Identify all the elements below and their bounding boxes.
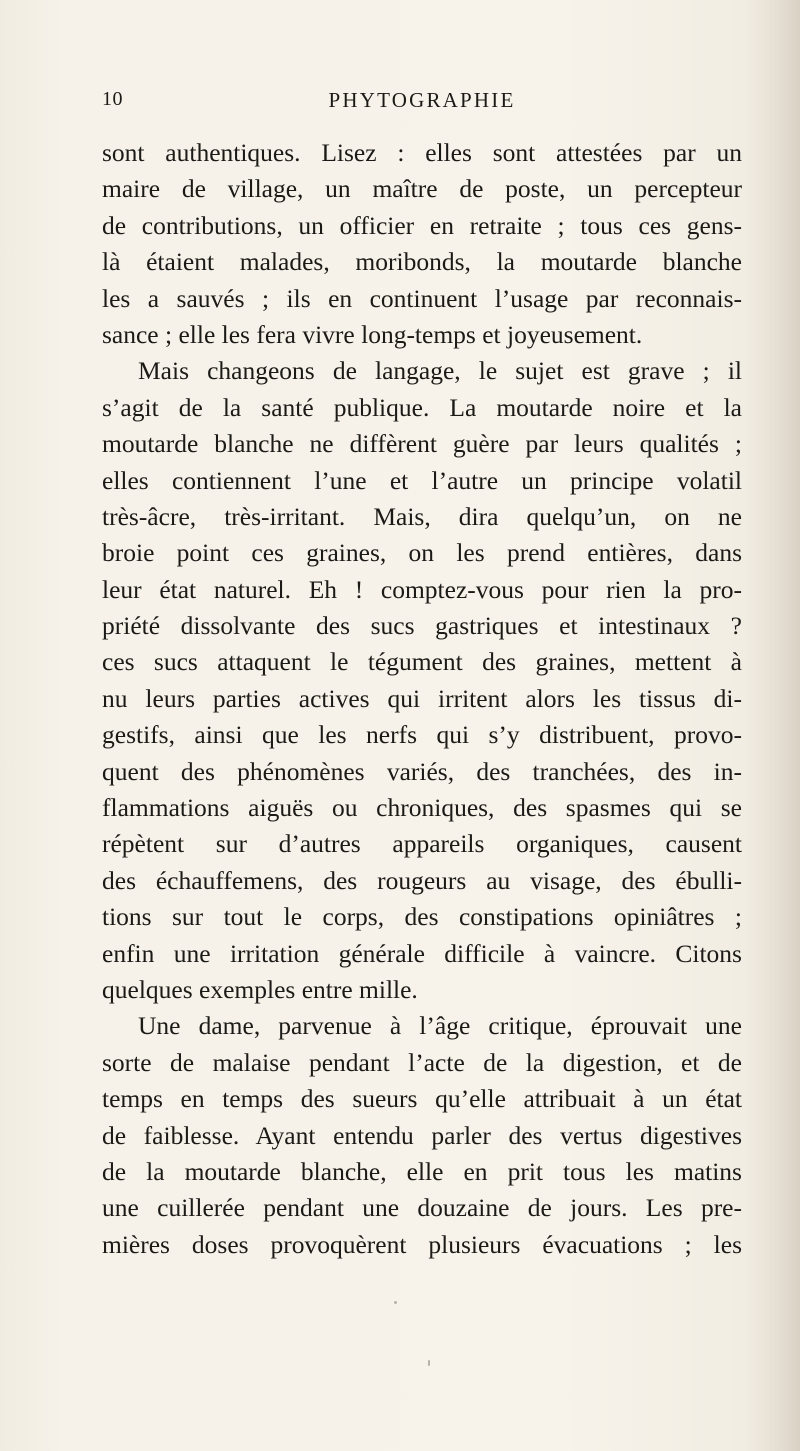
body-text	[102, 135, 742, 1263]
text-line: de contributions, un officier en retraite ; tous ces gens-	[102, 210, 742, 240]
running-head	[102, 88, 742, 124]
text-line: Une dame, parvenue à l’âge critique, éprouvait une	[138, 1011, 742, 1041]
text-line: ces sucs attaquent le tégument des graines, mettent à	[102, 647, 742, 677]
text-line: une cuillerée pendant une douzaine de jours. Les pre-	[102, 1193, 742, 1223]
paper-speck	[394, 1301, 397, 1304]
text-line: mières doses provoquèrent plusieurs évacuations ; les	[102, 1229, 742, 1259]
text-line: quelques exemples entre mille.	[102, 974, 418, 1004]
text-line: nu leurs parties actives qui irritent alors les tissus di-	[102, 683, 742, 713]
text-line: de la moutarde blanche, elle en prit tous les matins	[102, 1156, 742, 1186]
text-line: elles contiennent l’une et l’autre un principe volatil	[102, 465, 742, 495]
text-line: priété dissolvante des sucs gastriques et intestinaux ?	[102, 611, 742, 641]
text-line: là étaient malades, moribonds, la moutarde blanche	[102, 247, 742, 277]
text-line: moutarde blanche ne diffèrent guère par leurs qualités ;	[102, 429, 742, 459]
running-title: PHYTOGRAPHIE	[328, 88, 516, 112]
text-line: broie point ces graines, on les prend entières, dans	[102, 538, 742, 568]
text-line: maire de village, un maître de poste, un percepteur	[102, 174, 742, 204]
text-line: des échauffemens, des rougeurs au visage, des ébulli-	[102, 865, 742, 895]
text-line: gestifs, ainsi que les nerfs qui s’y distribuent, provo-	[102, 720, 742, 750]
text-line: les a sauvés ; ils en continuent l’usage par reconnais-	[102, 283, 742, 313]
text-line: flammations aiguës ou chroniques, des spasmes qui se	[102, 793, 742, 823]
text-line: répètent sur d’autres appareils organiques, causent	[102, 829, 742, 859]
text-line: tions sur tout le corps, des constipations opiniâtres ;	[102, 902, 742, 932]
text-line: leur état naturel. Eh ! comptez-vous pour rien la pro-	[102, 574, 742, 604]
paper-speck	[428, 1360, 430, 1366]
text-line: s’agit de la santé publique. La moutarde noire et la	[102, 392, 742, 422]
text-line: quent des phénomènes variés, des tranchées, des in-	[102, 756, 742, 786]
text-line: de faiblesse. Ayant entendu parler des vertus digestives	[102, 1120, 742, 1150]
text-line: sance ; elle les fera vivre long-temps et joyeusement.	[102, 319, 643, 349]
text-line: temps en temps des sueurs qu’elle attribuait à un état	[102, 1084, 742, 1114]
text-line: sont authentiques. Lisez : elles sont attestées par un	[102, 138, 742, 167]
text-line: enfin une irritation générale difficile à vaincre. Citons	[102, 938, 742, 968]
text-line: très-âcre, très-irritant. Mais, dira quelqu’un, on ne	[102, 501, 742, 531]
text-line: sorte de malaise pendant l’acte de la digestion, et de	[102, 1047, 742, 1077]
text-line: Mais changeons de langage, le sujet est grave ; il	[138, 356, 742, 386]
page-number: 10	[102, 88, 123, 110]
